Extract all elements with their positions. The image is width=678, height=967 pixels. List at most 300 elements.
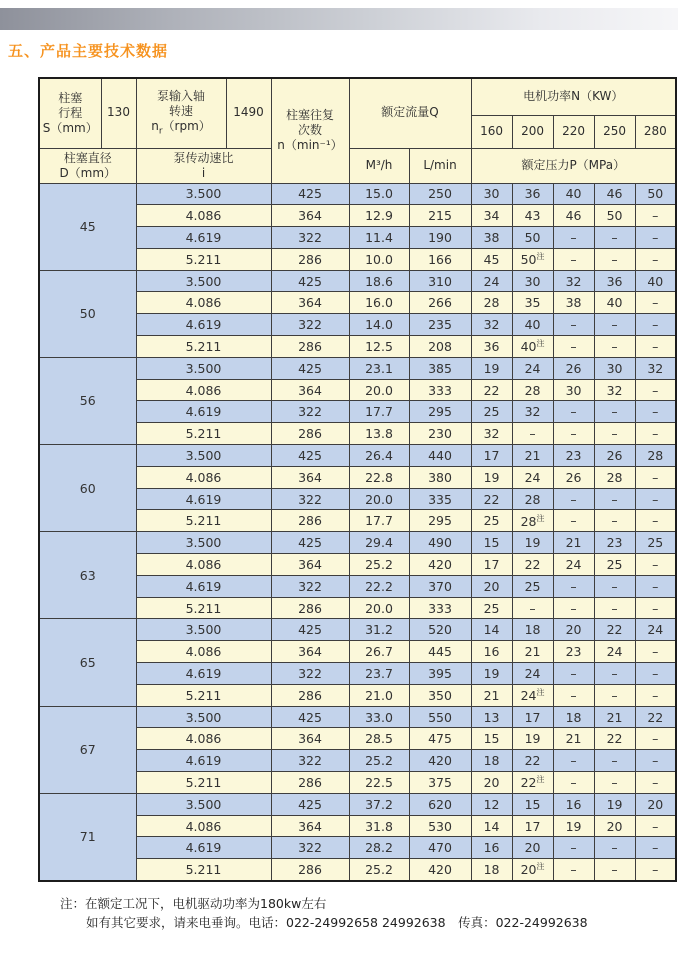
data-cell: 36 bbox=[512, 183, 553, 205]
data-cell: 24 bbox=[512, 663, 553, 685]
data-cell: 22 bbox=[512, 750, 553, 772]
data-cell: 5.211 bbox=[136, 684, 271, 706]
header-motor-power: 电机功率N（KW） bbox=[471, 78, 676, 115]
data-cell: 420 bbox=[409, 750, 471, 772]
data-cell: – bbox=[553, 859, 594, 881]
data-cell: 50 bbox=[512, 227, 553, 249]
data-cell: 36 bbox=[471, 336, 512, 358]
data-cell: 32 bbox=[553, 270, 594, 292]
data-cell: – bbox=[635, 205, 676, 227]
data-cell: 22 bbox=[594, 619, 635, 641]
data-cell: – bbox=[553, 684, 594, 706]
data-cell: 3.500 bbox=[136, 619, 271, 641]
data-cell: – bbox=[635, 663, 676, 685]
header-flow-unit-m3h: M³/h bbox=[349, 148, 409, 183]
data-cell: 20 bbox=[635, 793, 676, 815]
data-cell: 28.5 bbox=[349, 728, 409, 750]
data-cell: 20.0 bbox=[349, 597, 409, 619]
data-cell: – bbox=[635, 510, 676, 532]
power-rating-cell: 250 bbox=[594, 115, 635, 148]
power-rating-cell: 160 bbox=[471, 115, 512, 148]
data-cell: 425 bbox=[271, 619, 349, 641]
data-cell: 295 bbox=[409, 510, 471, 532]
data-cell: – bbox=[553, 663, 594, 685]
diameter-cell: 67 bbox=[39, 706, 136, 793]
table-row bbox=[39, 270, 676, 292]
data-cell: 40 bbox=[635, 270, 676, 292]
data-cell: 25 bbox=[635, 532, 676, 554]
data-cell: 4.619 bbox=[136, 401, 271, 423]
data-cell: – bbox=[635, 597, 676, 619]
data-cell: 22.8 bbox=[349, 466, 409, 488]
data-cell: – bbox=[635, 227, 676, 249]
data-cell: 17.7 bbox=[349, 510, 409, 532]
data-cell: – bbox=[594, 314, 635, 336]
data-cell: – bbox=[594, 336, 635, 358]
data-cell: – bbox=[594, 248, 635, 270]
data-cell: – bbox=[635, 248, 676, 270]
data-cell: – bbox=[594, 837, 635, 859]
data-cell: 530 bbox=[409, 815, 471, 837]
table-row bbox=[39, 793, 676, 815]
data-cell: 28.2 bbox=[349, 837, 409, 859]
data-cell: – bbox=[553, 575, 594, 597]
data-cell: $22^注$ bbox=[512, 772, 553, 794]
data-cell: 620 bbox=[409, 793, 471, 815]
data-cell: 24 bbox=[635, 619, 676, 641]
diameter-cell: 71 bbox=[39, 793, 136, 880]
data-cell: 40 bbox=[512, 314, 553, 336]
data-cell: 26.7 bbox=[349, 641, 409, 663]
data-cell: 4.086 bbox=[136, 466, 271, 488]
data-cell: 23.1 bbox=[349, 357, 409, 379]
data-cell: – bbox=[635, 859, 676, 881]
data-cell: – bbox=[594, 663, 635, 685]
data-cell: 18 bbox=[471, 750, 512, 772]
data-cell: 31.8 bbox=[349, 815, 409, 837]
data-cell: 20 bbox=[553, 619, 594, 641]
data-cell: 322 bbox=[271, 314, 349, 336]
data-cell: 286 bbox=[271, 510, 349, 532]
data-cell: – bbox=[635, 488, 676, 510]
data-cell: 45 bbox=[471, 248, 512, 270]
data-cell: 23 bbox=[553, 445, 594, 467]
data-cell: 24 bbox=[512, 357, 553, 379]
data-cell: – bbox=[594, 401, 635, 423]
data-cell: 4.619 bbox=[136, 837, 271, 859]
data-cell: 395 bbox=[409, 663, 471, 685]
data-cell: 26 bbox=[553, 466, 594, 488]
data-cell: 21 bbox=[553, 728, 594, 750]
data-cell: 475 bbox=[409, 728, 471, 750]
data-cell: 364 bbox=[271, 728, 349, 750]
data-cell: – bbox=[635, 314, 676, 336]
data-cell: 11.4 bbox=[349, 227, 409, 249]
data-cell: 32 bbox=[471, 314, 512, 336]
data-cell: 18.6 bbox=[349, 270, 409, 292]
data-cell: 4.086 bbox=[136, 292, 271, 314]
data-cell: 3.500 bbox=[136, 183, 271, 205]
data-cell: 21 bbox=[471, 684, 512, 706]
data-cell: 5.211 bbox=[136, 336, 271, 358]
data-cell: – bbox=[553, 227, 594, 249]
data-cell: – bbox=[635, 641, 676, 663]
data-cell: 10.0 bbox=[349, 248, 409, 270]
data-cell: 286 bbox=[271, 859, 349, 881]
data-cell: 29.4 bbox=[349, 532, 409, 554]
data-cell: – bbox=[594, 423, 635, 445]
data-cell: – bbox=[594, 684, 635, 706]
data-cell: – bbox=[512, 423, 553, 445]
data-cell: 20 bbox=[471, 575, 512, 597]
header-flow-unit-lmin: L/min bbox=[409, 148, 471, 183]
data-cell: 22 bbox=[512, 554, 553, 576]
data-cell: 445 bbox=[409, 641, 471, 663]
data-cell: 364 bbox=[271, 292, 349, 314]
data-cell: 4.619 bbox=[136, 488, 271, 510]
data-cell: – bbox=[594, 510, 635, 532]
data-cell: 18 bbox=[553, 706, 594, 728]
data-cell: 31.2 bbox=[349, 619, 409, 641]
data-cell: 3.500 bbox=[136, 445, 271, 467]
data-cell: 420 bbox=[409, 554, 471, 576]
data-cell: 5.211 bbox=[136, 510, 271, 532]
data-cell: 20.0 bbox=[349, 379, 409, 401]
data-cell: 5.211 bbox=[136, 772, 271, 794]
data-cell: 190 bbox=[409, 227, 471, 249]
data-cell: 286 bbox=[271, 597, 349, 619]
diameter-cell: 45 bbox=[39, 183, 136, 270]
data-cell: – bbox=[635, 684, 676, 706]
data-cell: 16 bbox=[471, 641, 512, 663]
table-row bbox=[39, 706, 676, 728]
data-cell: 12.9 bbox=[349, 205, 409, 227]
data-cell: 20 bbox=[471, 772, 512, 794]
data-cell: 15.0 bbox=[349, 183, 409, 205]
data-cell: 166 bbox=[409, 248, 471, 270]
data-cell: 364 bbox=[271, 379, 349, 401]
data-cell: 22 bbox=[471, 379, 512, 401]
note-marker: 注 bbox=[536, 513, 545, 523]
header-rated-pressure: 额定压力P（MPa） bbox=[471, 148, 676, 183]
footnotes bbox=[60, 894, 678, 933]
data-cell: 17 bbox=[512, 706, 553, 728]
data-cell: 18 bbox=[471, 859, 512, 881]
note-marker: 注 bbox=[536, 252, 545, 262]
data-cell: 16.0 bbox=[349, 292, 409, 314]
data-cell: – bbox=[594, 488, 635, 510]
data-cell: 26 bbox=[594, 445, 635, 467]
data-cell: 364 bbox=[271, 641, 349, 663]
data-cell: 50 bbox=[594, 205, 635, 227]
data-cell: 322 bbox=[271, 488, 349, 510]
data-cell: 14 bbox=[471, 815, 512, 837]
data-cell: 20 bbox=[594, 815, 635, 837]
data-cell: 30 bbox=[512, 270, 553, 292]
data-cell: 30 bbox=[594, 357, 635, 379]
data-cell: 17 bbox=[512, 815, 553, 837]
data-cell: $24^注$ bbox=[512, 684, 553, 706]
data-cell: 22 bbox=[471, 488, 512, 510]
data-cell: 22.5 bbox=[349, 772, 409, 794]
data-cell: 364 bbox=[271, 815, 349, 837]
data-cell: 420 bbox=[409, 859, 471, 881]
data-cell: 230 bbox=[409, 423, 471, 445]
data-cell: 17.7 bbox=[349, 401, 409, 423]
data-cell: 350 bbox=[409, 684, 471, 706]
data-cell: 385 bbox=[409, 357, 471, 379]
data-cell: – bbox=[553, 401, 594, 423]
data-cell: – bbox=[635, 401, 676, 423]
data-cell: 26.4 bbox=[349, 445, 409, 467]
data-cell: 12 bbox=[471, 793, 512, 815]
data-cell: 550 bbox=[409, 706, 471, 728]
data-cell: – bbox=[553, 597, 594, 619]
data-cell: – bbox=[594, 772, 635, 794]
data-cell: – bbox=[594, 575, 635, 597]
data-cell: 4.086 bbox=[136, 205, 271, 227]
top-gradient-bar bbox=[0, 8, 678, 30]
data-cell: 14.0 bbox=[349, 314, 409, 336]
data-cell: – bbox=[553, 750, 594, 772]
data-cell: – bbox=[553, 510, 594, 532]
data-cell: 333 bbox=[409, 379, 471, 401]
data-cell: 5.211 bbox=[136, 859, 271, 881]
table-row bbox=[39, 532, 676, 554]
data-cell: 380 bbox=[409, 466, 471, 488]
data-cell: 25 bbox=[512, 575, 553, 597]
data-cell: 520 bbox=[409, 619, 471, 641]
data-cell: 322 bbox=[271, 663, 349, 685]
data-cell: – bbox=[635, 815, 676, 837]
data-cell: 425 bbox=[271, 183, 349, 205]
data-cell: 19 bbox=[471, 357, 512, 379]
spec-table bbox=[38, 77, 677, 882]
data-cell: 286 bbox=[271, 684, 349, 706]
data-cell: 32 bbox=[471, 423, 512, 445]
diameter-cell: 56 bbox=[39, 357, 136, 444]
data-cell: – bbox=[635, 336, 676, 358]
data-cell: 25 bbox=[594, 554, 635, 576]
data-cell: – bbox=[594, 227, 635, 249]
data-cell: 38 bbox=[553, 292, 594, 314]
data-cell: 322 bbox=[271, 227, 349, 249]
data-cell: 25.2 bbox=[349, 554, 409, 576]
data-cell: 32 bbox=[635, 357, 676, 379]
data-cell: 25.2 bbox=[349, 750, 409, 772]
data-cell: 322 bbox=[271, 575, 349, 597]
data-cell: 425 bbox=[271, 357, 349, 379]
data-cell: 286 bbox=[271, 772, 349, 794]
data-cell: 286 bbox=[271, 248, 349, 270]
data-cell: 3.500 bbox=[136, 357, 271, 379]
table-row bbox=[39, 357, 676, 379]
data-cell: 24 bbox=[512, 466, 553, 488]
data-cell: 235 bbox=[409, 314, 471, 336]
data-cell: 38 bbox=[471, 227, 512, 249]
data-cell: 22 bbox=[594, 728, 635, 750]
data-cell: 425 bbox=[271, 445, 349, 467]
data-cell: 15 bbox=[512, 793, 553, 815]
data-cell: 24 bbox=[471, 270, 512, 292]
data-cell: 3.500 bbox=[136, 706, 271, 728]
header-rated-flow: 额定流量Q bbox=[349, 78, 471, 148]
data-cell: 266 bbox=[409, 292, 471, 314]
header-plunger-stroke: 柱塞 行程 S（mm） bbox=[39, 78, 101, 148]
data-cell: 23 bbox=[594, 532, 635, 554]
data-cell: $28^注$ bbox=[512, 510, 553, 532]
data-cell: – bbox=[553, 488, 594, 510]
data-cell: 4.086 bbox=[136, 815, 271, 837]
data-cell: 286 bbox=[271, 336, 349, 358]
data-cell: 4.619 bbox=[136, 663, 271, 685]
data-cell: 30 bbox=[471, 183, 512, 205]
data-cell: 21 bbox=[594, 706, 635, 728]
data-cell: 335 bbox=[409, 488, 471, 510]
data-cell: 28 bbox=[512, 488, 553, 510]
data-cell: – bbox=[635, 750, 676, 772]
data-cell: – bbox=[635, 379, 676, 401]
data-cell: 4.086 bbox=[136, 728, 271, 750]
note-line-1: 注：在额定工况下，电机驱动功率为180kw左右 bbox=[60, 895, 327, 911]
data-cell: 322 bbox=[271, 750, 349, 772]
header-input-shaft-speed: 泵输入轴 转速 $n_r(rpm)$ bbox=[136, 78, 226, 148]
table-row bbox=[39, 445, 676, 467]
data-cell: – bbox=[553, 314, 594, 336]
data-cell: 35 bbox=[512, 292, 553, 314]
data-cell: 3.500 bbox=[136, 532, 271, 554]
data-cell: 36 bbox=[594, 270, 635, 292]
data-cell: – bbox=[553, 772, 594, 794]
data-cell: 19 bbox=[594, 793, 635, 815]
data-cell: 30 bbox=[553, 379, 594, 401]
note-marker: 注 bbox=[536, 339, 545, 349]
data-cell: 43 bbox=[512, 205, 553, 227]
data-cell: 370 bbox=[409, 575, 471, 597]
data-cell: 22 bbox=[635, 706, 676, 728]
header-row-3 bbox=[39, 148, 676, 183]
data-cell: – bbox=[635, 554, 676, 576]
data-cell: 28 bbox=[594, 466, 635, 488]
data-cell: 46 bbox=[553, 205, 594, 227]
power-rating-cell: 220 bbox=[553, 115, 594, 148]
data-cell: 5.211 bbox=[136, 423, 271, 445]
data-cell: $50^注$ bbox=[512, 248, 553, 270]
data-cell: 425 bbox=[271, 532, 349, 554]
header-stroke-value: 130 bbox=[101, 78, 136, 148]
data-cell: – bbox=[635, 728, 676, 750]
data-cell: – bbox=[512, 597, 553, 619]
data-cell: 13 bbox=[471, 706, 512, 728]
data-cell: 4.619 bbox=[136, 750, 271, 772]
data-cell: 14 bbox=[471, 619, 512, 641]
data-cell: 470 bbox=[409, 837, 471, 859]
data-cell: 21 bbox=[512, 445, 553, 467]
data-cell: 13.8 bbox=[349, 423, 409, 445]
data-cell: – bbox=[635, 423, 676, 445]
data-cell: – bbox=[594, 597, 635, 619]
data-cell: 19 bbox=[471, 466, 512, 488]
data-cell: – bbox=[594, 859, 635, 881]
data-cell: 4.619 bbox=[136, 227, 271, 249]
data-cell: 440 bbox=[409, 445, 471, 467]
power-rating-cell: 280 bbox=[635, 115, 676, 148]
data-cell: 26 bbox=[553, 357, 594, 379]
data-cell: 19 bbox=[471, 663, 512, 685]
data-cell: 19 bbox=[512, 532, 553, 554]
data-cell: 15 bbox=[471, 532, 512, 554]
data-cell: 425 bbox=[271, 793, 349, 815]
note-marker: 注 bbox=[536, 688, 545, 698]
diameter-cell: 50 bbox=[39, 270, 136, 357]
data-cell: 17 bbox=[471, 445, 512, 467]
header-drive-ratio: 泵传动速比 i bbox=[136, 148, 271, 183]
data-cell: 46 bbox=[594, 183, 635, 205]
page-title: 五、产品主要技术数据 bbox=[8, 42, 169, 60]
data-cell: 364 bbox=[271, 466, 349, 488]
data-cell: 4.619 bbox=[136, 314, 271, 336]
data-cell: 37.2 bbox=[349, 793, 409, 815]
data-cell: 20.0 bbox=[349, 488, 409, 510]
data-cell: 32 bbox=[594, 379, 635, 401]
note-line-2: 如有其它要求，请来电垂询。电话：022-24992658 24992638 传真：022-24992638 bbox=[86, 914, 588, 930]
data-cell: 4.086 bbox=[136, 379, 271, 401]
data-cell: 12.5 bbox=[349, 336, 409, 358]
data-cell: 23.7 bbox=[349, 663, 409, 685]
data-cell: 4.086 bbox=[136, 554, 271, 576]
data-cell: 425 bbox=[271, 270, 349, 292]
data-cell: 250 bbox=[409, 183, 471, 205]
data-cell: 24 bbox=[594, 641, 635, 663]
data-cell: 3.500 bbox=[136, 270, 271, 292]
data-cell: 333 bbox=[409, 597, 471, 619]
data-cell: – bbox=[553, 248, 594, 270]
header-reciprocation-rate: 柱塞往复 次数 n（min⁻¹） bbox=[271, 78, 349, 183]
data-cell: 5.211 bbox=[136, 597, 271, 619]
data-cell: 16 bbox=[553, 793, 594, 815]
data-cell: 40 bbox=[553, 183, 594, 205]
data-cell: 22.2 bbox=[349, 575, 409, 597]
data-cell: $20^注$ bbox=[512, 859, 553, 881]
data-cell: – bbox=[635, 466, 676, 488]
data-cell: 15 bbox=[471, 728, 512, 750]
header-plunger-diameter: 柱塞直径 D（mm） bbox=[39, 148, 136, 183]
data-cell: – bbox=[553, 423, 594, 445]
table-row bbox=[39, 183, 676, 205]
data-cell: 34 bbox=[471, 205, 512, 227]
data-cell: 16 bbox=[471, 837, 512, 859]
data-cell: 21 bbox=[553, 532, 594, 554]
data-cell: 19 bbox=[553, 815, 594, 837]
data-cell: 4.619 bbox=[136, 575, 271, 597]
data-cell: 18 bbox=[512, 619, 553, 641]
note-marker: 注 bbox=[536, 775, 545, 785]
data-cell: 19 bbox=[512, 728, 553, 750]
data-cell: 3.500 bbox=[136, 793, 271, 815]
diameter-cell: 63 bbox=[39, 532, 136, 619]
data-cell: 17 bbox=[471, 554, 512, 576]
data-cell: $40^注$ bbox=[512, 336, 553, 358]
data-cell: 25 bbox=[471, 510, 512, 532]
data-cell: 364 bbox=[271, 205, 349, 227]
diameter-cell: 65 bbox=[39, 619, 136, 706]
power-rating-cell: 200 bbox=[512, 115, 553, 148]
data-cell: 215 bbox=[409, 205, 471, 227]
data-cell: 375 bbox=[409, 772, 471, 794]
note-marker: 注 bbox=[536, 862, 545, 872]
data-cell: 5.211 bbox=[136, 248, 271, 270]
data-cell: – bbox=[635, 575, 676, 597]
